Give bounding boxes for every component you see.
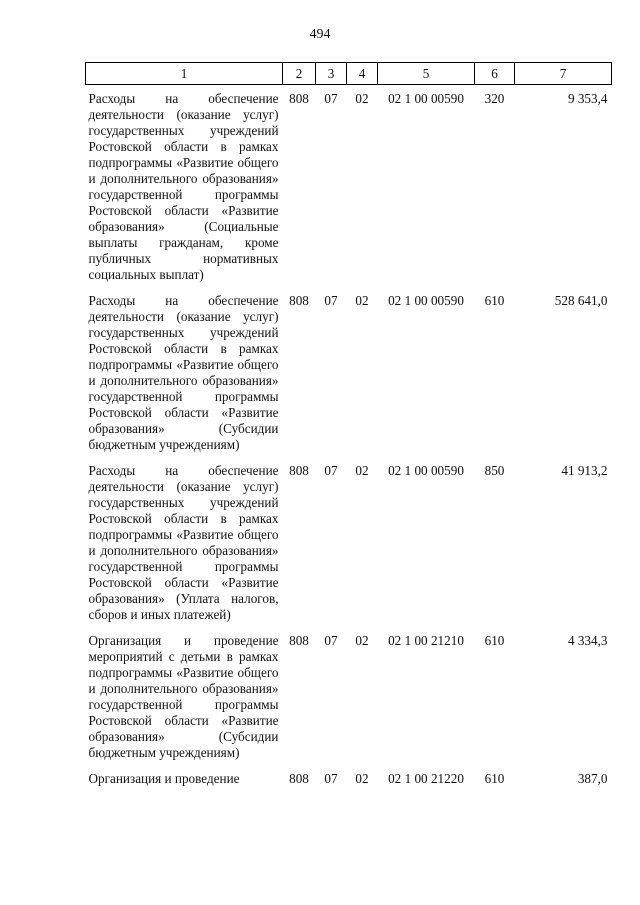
row-expense-type: 320: [484, 91, 505, 106]
row-amount: 387,0: [577, 771, 608, 786]
row-expense-type: 850: [484, 463, 505, 478]
row-ministry-code: 808: [289, 91, 309, 106]
row-section-code: 07: [324, 633, 338, 648]
row-target-article: 02 1 00 21210: [388, 633, 464, 648]
row-description: Расходы на обеспечение деятельности (оказание услуг) государственных учреждений Ростовской области в рамках подпрограммы «Развитие общего и дополнительного образования» государственной программы Ростовской области «Развитие образования» (Социальные выплаты гражданам, кроме публичных нормативных социальных выплат): [88, 91, 279, 282]
table-row: [86, 85, 612, 294]
header-col-6: 6: [475, 63, 515, 85]
header-col-1: 1: [86, 63, 283, 85]
row-expense-type: 610: [484, 293, 505, 308]
row-subsection-code: 02: [355, 91, 369, 106]
row-subsection-code: 02: [355, 463, 369, 478]
row-amount: 41 913,2: [561, 463, 608, 478]
row-section-code: 07: [324, 91, 338, 106]
header-row: [86, 63, 612, 85]
header-col-4: 4: [347, 63, 378, 85]
table-row: [86, 771, 612, 797]
row-description: Расходы на обеспечение деятельности (оказание услуг) государственных учреждений Ростовской области в рамках подпрограммы «Развитие общего и дополнительного образования» государственной программы Ростовской области «Развитие образования» (Субсидии бюджетным учреждениям): [88, 293, 279, 452]
row-subsection-code: 02: [355, 633, 369, 648]
row-target-article: 02 1 00 00590: [388, 463, 464, 478]
row-description: Организация и проведение: [88, 771, 240, 786]
table-row: [86, 463, 612, 633]
header-col-5: 5: [378, 63, 475, 85]
header-col-7: 7: [515, 63, 612, 85]
row-target-article: 02 1 00 21220: [388, 771, 464, 786]
row-section-code: 07: [324, 463, 338, 478]
row-amount: 9 353,4: [567, 91, 608, 106]
row-description: Организация и проведение мероприятий с детьми в рамках подпрограммы «Развитие общего и дополнительного образования» государственной программы Ростовской области «Развитие образования» (Субсидии бюджетным учреждениям): [88, 633, 279, 760]
row-target-article: 02 1 00 00590: [388, 91, 464, 106]
header-col-2: 2: [283, 63, 316, 85]
row-ministry-code: 808: [289, 771, 309, 786]
row-section-code: 07: [324, 771, 338, 786]
row-ministry-code: 808: [289, 633, 309, 648]
row-description: Расходы на обеспечение деятельности (оказание услуг) государственных учреждений Ростовской области в рамках подпрограммы «Развитие общего и дополнительного образования» государственной программы Ростовской области «Развитие образования» (Уплата налогов, сборов и иных платежей): [88, 463, 279, 622]
row-amount: 528 641,0: [554, 293, 608, 308]
row-amount: 4 334,3: [567, 633, 608, 648]
budget-table: [85, 62, 612, 797]
header-col-3: 3: [316, 63, 347, 85]
row-subsection-code: 02: [355, 771, 369, 786]
row-ministry-code: 808: [289, 463, 309, 478]
page-number: 494: [309, 27, 331, 42]
row-subsection-code: 02: [355, 293, 369, 308]
row-expense-type: 610: [484, 771, 505, 786]
row-ministry-code: 808: [289, 293, 309, 308]
row-expense-type: 610: [484, 633, 505, 648]
table-row: [86, 293, 612, 463]
row-target-article: 02 1 00 00590: [388, 293, 464, 308]
table-row: [86, 633, 612, 771]
row-section-code: 07: [324, 293, 338, 308]
